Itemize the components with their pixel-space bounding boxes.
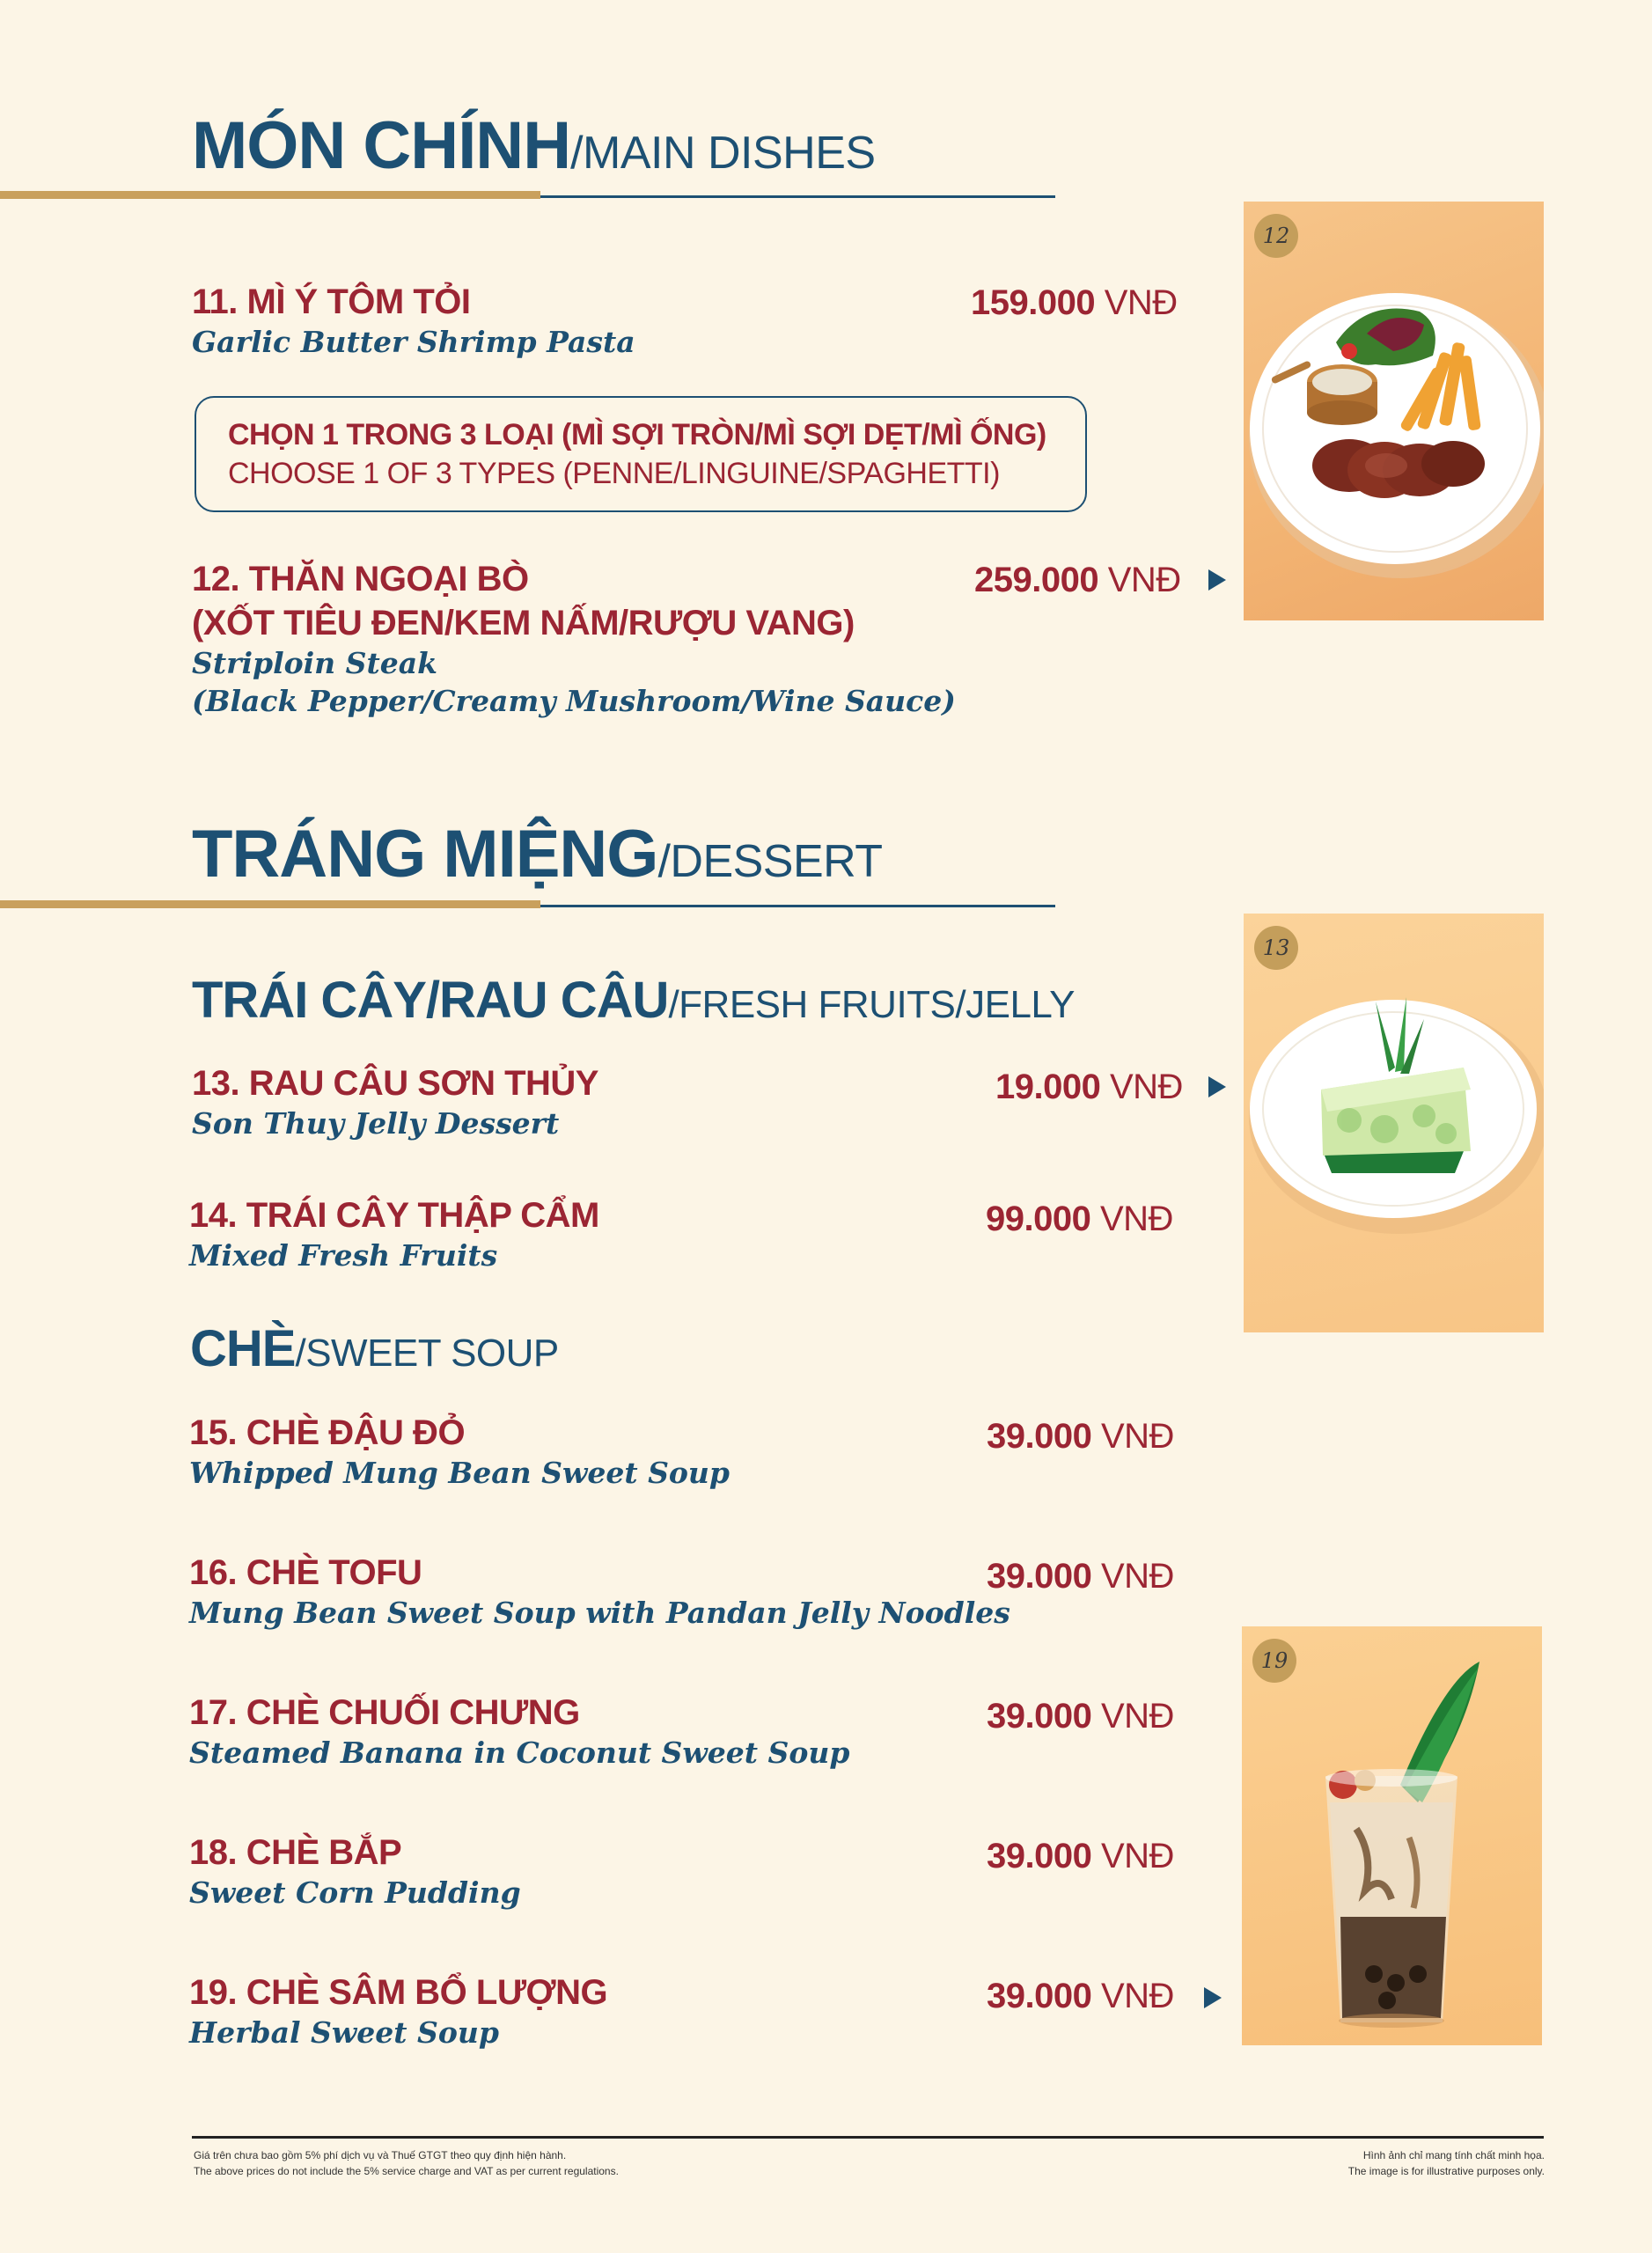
menu-item-19 xyxy=(189,1970,607,2052)
jelly-plate-illustration xyxy=(1244,914,1544,1332)
item-english: Striploin Steak xyxy=(192,646,437,680)
price-value: 159.000 xyxy=(971,283,1096,322)
footer-note-left-en: The above prices do not include the 5% service charge and VAT as per current regulations. xyxy=(194,2165,619,2177)
menu-item-16 xyxy=(189,1551,1010,1633)
item-english: Steamed Banana in Coconut Sweet Soup xyxy=(189,1736,850,1770)
dessert-title-en: /DESSERT xyxy=(657,836,883,887)
jelly-photo xyxy=(1244,914,1544,1332)
item-price xyxy=(971,285,1178,320)
item-english-sauce: (Black Pepper/Creamy Mushroom/Wine Sauce) xyxy=(192,683,956,718)
arrow-right-icon xyxy=(1204,1987,1222,2008)
item-english: Mixed Fresh Fruits xyxy=(189,1238,498,1273)
dessert-title xyxy=(192,817,883,892)
section-divider-blue xyxy=(540,905,1055,907)
price-value: 39.000 xyxy=(987,1837,1092,1875)
item-price xyxy=(987,1978,1174,2014)
fruits-jelly-title xyxy=(192,972,1075,1029)
herbal-soup-photo xyxy=(1242,1626,1542,2045)
price-currency: VNĐ xyxy=(1095,283,1178,322)
sweet-soup-title xyxy=(190,1320,559,1377)
menu-item-13 xyxy=(192,1061,598,1143)
item-price xyxy=(987,1838,1174,1874)
arrow-right-icon xyxy=(1208,1076,1226,1097)
menu-item-11 xyxy=(192,280,635,362)
section-divider-blue xyxy=(540,195,1055,198)
menu-item-14 xyxy=(189,1193,599,1275)
item-name: 13. RAU CÂU SƠN THỦY xyxy=(192,1064,598,1103)
sweet-soup-title-vn: CHÈ xyxy=(190,1320,296,1377)
steak-photo xyxy=(1244,202,1544,620)
item-english: Whipped Mung Bean Sweet Soup xyxy=(189,1456,730,1490)
arrow-right-icon xyxy=(1208,569,1226,591)
item-name: 12. THĂN NGOẠI BÒ xyxy=(192,560,529,598)
price-value: 39.000 xyxy=(987,1697,1092,1736)
item-price xyxy=(987,1699,1174,1734)
main-dishes-title-vn: MÓN CHÍNH xyxy=(192,108,571,183)
price-currency: VNĐ xyxy=(1091,1977,1174,2015)
footer-note-left xyxy=(194,2147,619,2179)
section-divider-gold xyxy=(0,900,540,908)
menu-item-15 xyxy=(189,1411,730,1493)
item-english: Sweet Corn Pudding xyxy=(189,1875,521,1910)
menu-item-12 xyxy=(192,557,956,721)
price-currency: VNĐ xyxy=(1091,1837,1174,1875)
price-value: 259.000 xyxy=(974,561,1099,599)
item-price xyxy=(987,1559,1174,1594)
item-name: 19. CHÈ SÂM BỔ LƯỢNG xyxy=(189,1973,608,2012)
menu-item-18 xyxy=(189,1831,521,1912)
choice-text-en: CHOOSE 1 OF 3 TYPES (PENNE/LINGUINE/SPAGHETTI) xyxy=(228,457,1000,491)
footer-note-right-en: The image is for illustrative purposes only. xyxy=(1347,2165,1545,2177)
footer-note-right xyxy=(1348,2147,1545,2179)
steak-plate-illustration xyxy=(1244,202,1544,620)
item-name: 16. CHÈ TOFU xyxy=(189,1553,422,1592)
main-dishes-title xyxy=(192,108,876,183)
footer-note-right-vn: Hình ảnh chỉ mang tính chất minh họa. xyxy=(1362,2149,1545,2161)
photo-number-badge: 13 xyxy=(1254,926,1298,970)
dessert-title-vn: TRÁNG MIỆNG xyxy=(192,817,658,892)
item-name: 11. MÌ Ý TÔM TỎI xyxy=(192,283,471,321)
section-divider-gold xyxy=(0,191,540,199)
item-name: 15. CHÈ ĐẬU ĐỎ xyxy=(189,1413,466,1452)
item-english: Garlic Butter Shrimp Pasta xyxy=(192,325,635,359)
item-name: 18. CHÈ BẮP xyxy=(189,1833,402,1872)
price-value: 39.000 xyxy=(987,1557,1092,1596)
price-value: 39.000 xyxy=(987,1977,1092,2015)
herbal-soup-glass-illustration xyxy=(1242,1626,1542,2045)
footer-divider xyxy=(192,2136,1544,2139)
item-price xyxy=(974,562,1181,598)
price-currency: VNĐ xyxy=(1091,1697,1174,1736)
price-currency: VNĐ xyxy=(1090,1200,1173,1238)
item-name: 14. TRÁI CÂY THẬP CẨM xyxy=(189,1196,599,1235)
item-name: 17. CHÈ CHUỐI CHƯNG xyxy=(189,1693,580,1732)
price-currency: VNĐ xyxy=(1100,1068,1183,1106)
item-english: Son Thuy Jelly Dessert xyxy=(192,1106,560,1141)
price-value: 39.000 xyxy=(987,1417,1092,1456)
sweet-soup-title-en: /SWEET SOUP xyxy=(295,1332,559,1375)
fruits-title-vn: TRÁI CÂY/RAU CÂU xyxy=(192,972,669,1029)
photo-number-badge: 12 xyxy=(1254,214,1298,258)
item-name-sauce: (XỐT TIÊU ĐEN/KEM NẤM/RƯỢU VANG) xyxy=(192,604,855,642)
item-english: Mung Bean Sweet Soup with Pandan Jelly Noodles xyxy=(189,1596,1010,1630)
menu-item-17 xyxy=(189,1691,849,1772)
main-dishes-title-en: /MAIN DISHES xyxy=(570,128,876,179)
price-currency: VNĐ xyxy=(1091,1557,1174,1596)
choice-text-vn: CHỌN 1 TRONG 3 LOẠI (MÌ SỢI TRÒN/MÌ SỢI DẸT/MÌ ỐNG) xyxy=(228,418,1046,451)
price-currency: VNĐ xyxy=(1098,561,1181,599)
item-price xyxy=(987,1419,1174,1454)
fruits-title-en: /FRESH FRUITS/JELLY xyxy=(668,983,1075,1026)
photo-number-badge: 19 xyxy=(1252,1639,1296,1683)
price-value: 19.000 xyxy=(995,1068,1101,1106)
item-price xyxy=(986,1201,1173,1237)
footer-note-left-vn: Giá trên chưa bao gồm 5% phí dịch vụ và Thuế GTGT theo quy định hiện hành. xyxy=(194,2149,567,2161)
price-value: 99.000 xyxy=(986,1200,1091,1238)
price-currency: VNĐ xyxy=(1091,1417,1174,1456)
item-price xyxy=(995,1069,1183,1104)
item-english: Herbal Sweet Soup xyxy=(189,2015,499,2050)
pasta-choice-box xyxy=(195,396,1087,512)
